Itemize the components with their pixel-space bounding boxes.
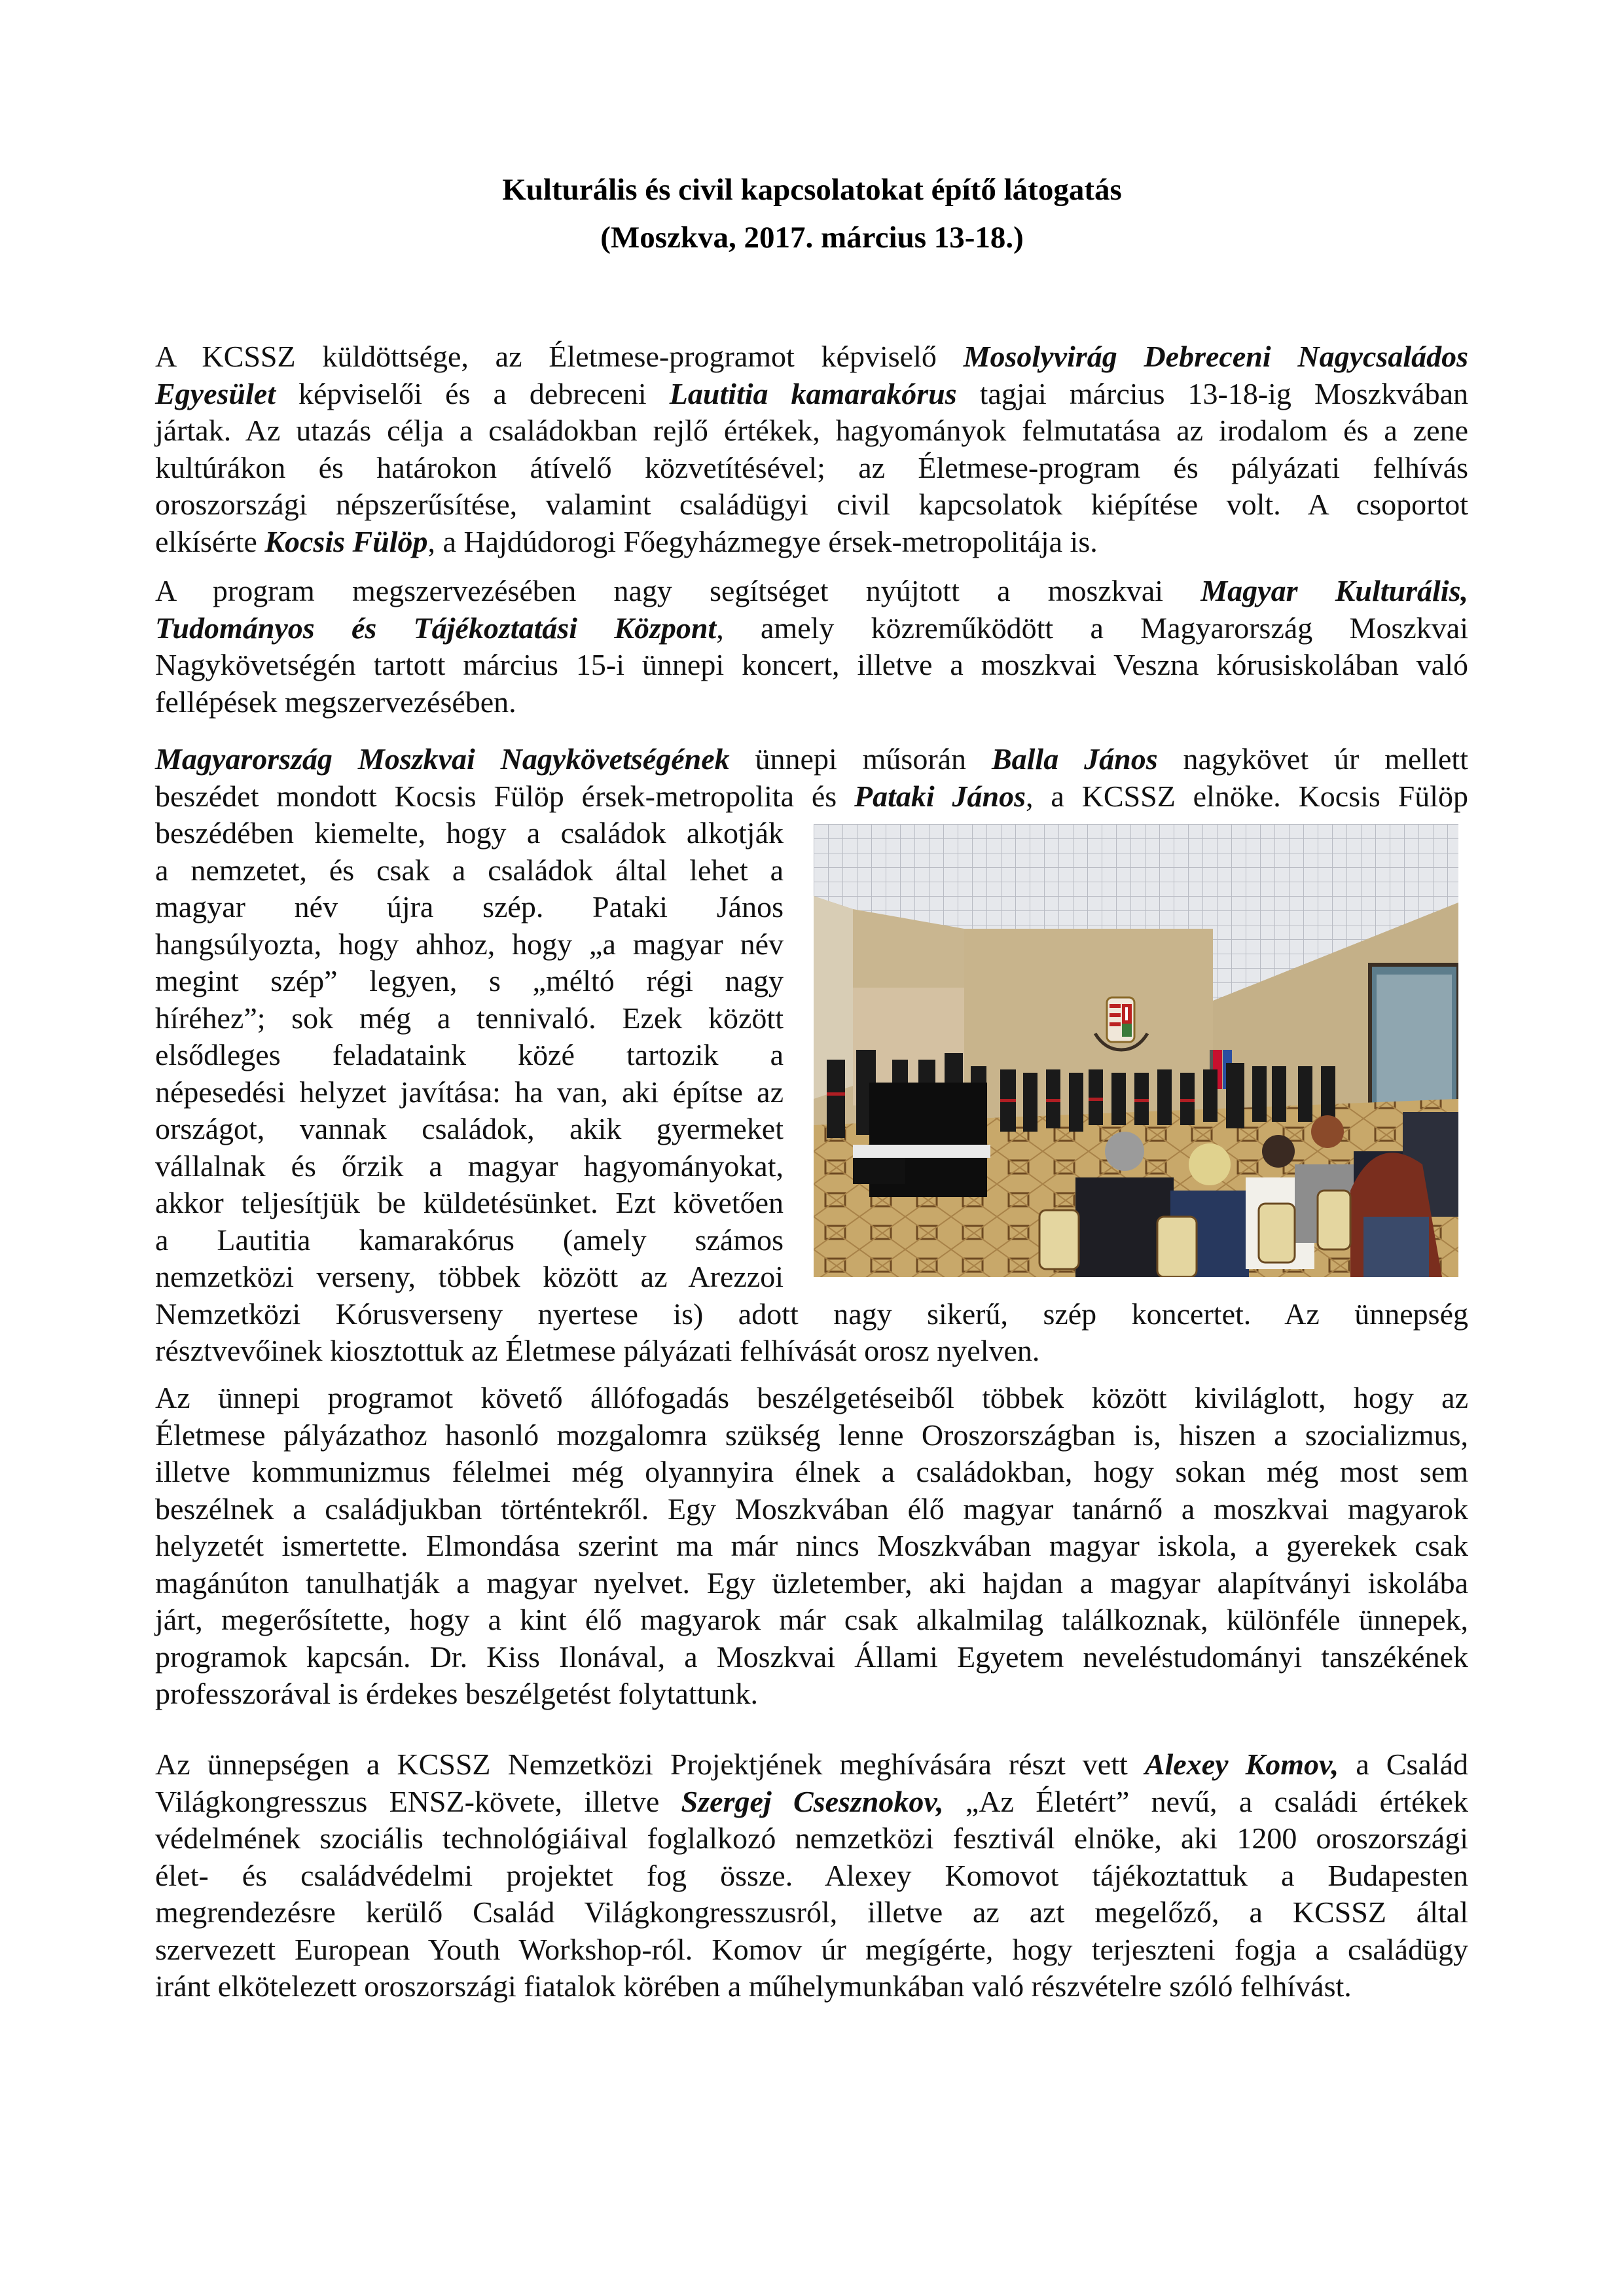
- choir-concert-photo: [814, 824, 1458, 1277]
- paragraph-1-line: [155, 486, 1468, 523]
- photo-image: [814, 824, 1458, 1277]
- paragraph-3-line: [155, 1222, 784, 1259]
- emphasized-name: Balla János: [991, 742, 1158, 776]
- text-run: helyzetét ismertette. Elmondása szerint ma már nincs Moszkvában magyar iskola, a gyerekek csak: [155, 1529, 1468, 1562]
- paragraph-5-line: [155, 1857, 1468, 1894]
- text-run: járt, megerősítette, hogy a kint élő magyarok már csak alkalmilag találkoznak, különféle ünnepek,: [155, 1603, 1468, 1636]
- text-run: akkor teljesítjük be küldetésünket. Ezt követően: [155, 1186, 784, 1219]
- paragraph-3-line: [155, 852, 784, 889]
- text-run: vállalnak és őrzik a magyar hagyományokat,: [155, 1149, 784, 1183]
- text-run: jártak. Az utazás célja a családokban rejlő értékek, hagyományok felmutatása az irodalom és a zene: [155, 414, 1468, 447]
- paragraph-3-line: [155, 815, 784, 852]
- paragraph-5-line: [155, 1968, 1468, 2005]
- text-run: nagykövet úr mellett: [1157, 742, 1468, 776]
- text-run: A KCSSZ küldöttsége, az Életmese-programot képviselő: [155, 340, 964, 373]
- paragraph-2-line: [155, 647, 1468, 683]
- paragraph-2-line: [155, 684, 1468, 721]
- paragraph-1-line: [155, 338, 1468, 375]
- text-run: képviselői és a debreceni: [275, 376, 670, 410]
- text-run: beszédet mondott Kocsis Fülöp érsek-metropolita és: [155, 779, 855, 813]
- paragraph-4-line: [155, 1676, 1468, 1712]
- paragraph-4-line: [155, 1417, 1468, 1454]
- emphasized-name: Kocsis Fülöp: [264, 524, 428, 558]
- text-run: országot, vannak családok, akik gyermeket: [155, 1112, 784, 1145]
- text-run: hangsúlyozta, hogy ahhoz, hogy „a magyar név: [155, 927, 784, 961]
- paragraph-5-line: [155, 1746, 1468, 1783]
- emphasized-name: Magyarország Moszkvai Nagykövetségének: [155, 742, 730, 776]
- text-run: illetve kommunizmus félelmei még olyannyira élnek a családokban, hogy sokan még most sem: [155, 1455, 1468, 1488]
- document-title: Kulturális és civil kapcsolatokat építő látogatás: [502, 173, 1122, 207]
- paragraph-4-line: [155, 1454, 1468, 1490]
- paragraph-3-line: [155, 1000, 784, 1037]
- paragraph-5-line: [155, 1784, 1468, 1820]
- text-run: Az ünnepségen a KCSSZ Nemzetközi Projektjének meghívására részt vett: [155, 1748, 1145, 1781]
- text-run: híréhez”; sok még a tennivaló. Ezek között: [155, 1001, 784, 1035]
- paragraph-3-line: [155, 889, 784, 925]
- paragraph-2-line: [155, 573, 1468, 609]
- text-run: oroszországi népszerűsítése, valamint családügyi civil kapcsolatok kiépítése volt. A csoportot: [155, 488, 1468, 521]
- text-run: ünnepi műsorán: [729, 742, 992, 776]
- paragraph-1-line: [155, 524, 1468, 560]
- text-run: résztvevőinek kiosztottuk az Életmese pályázati felhívását orosz nyelven.: [155, 1334, 1040, 1367]
- emphasized-name: Magyar Kulturális,: [1200, 574, 1468, 607]
- text-run: A program megszervezésében nagy segítséget nyújtott a moszkvai: [155, 574, 1201, 607]
- emphasized-name: Egyesület: [155, 376, 276, 410]
- paragraph-5-line: [155, 1931, 1468, 1968]
- paragraph-3-line: [155, 1333, 1468, 1369]
- paragraph-4-line: [155, 1602, 1468, 1638]
- emphasized-name: Alexey Komov,: [1144, 1748, 1339, 1781]
- emphasized-name: Szergej Csesznokov,: [681, 1784, 944, 1818]
- text-run: magánúton tanulhatják a magyar nyelvet. Egy üzletember, aki hajdan a magyar alapítványi iskolába: [155, 1566, 1468, 1600]
- paragraph-3-line: [155, 963, 784, 999]
- emphasized-name: Mosolyvirág Debreceni Nagycsaládos: [963, 340, 1469, 373]
- text-run: , a Hajdúdorogi Főegyházmegye érsek-metropolitája is.: [427, 524, 1098, 558]
- text-run: tagjai március 13-18-ig Moszkvában: [956, 376, 1469, 410]
- text-run: szervezett European Youth Workshop-ról. Komov úr megígérte, hogy terjeszteni fogja a családügy: [155, 1932, 1468, 1966]
- emphasized-name: Lautitia kamarakórus: [669, 376, 957, 410]
- text-run: professzorával is érdekes beszélgetést folytattunk.: [155, 1677, 758, 1710]
- text-run: fellépések megszervezésében.: [155, 685, 516, 719]
- text-run: élet- és családvédelmi projektet fog össze. Alexey Komovot tájékoztattuk a Budapesten: [155, 1858, 1468, 1892]
- text-run: Nemzetközi Kórusverseny nyertese is) adott nagy sikerű, szép koncertet. Az ünnepség: [155, 1297, 1468, 1331]
- text-run: a nemzetet, és csak a családok által lehet a: [155, 853, 784, 887]
- paragraph-3-line: [155, 1185, 784, 1221]
- paragraph-4-line: [155, 1380, 1468, 1416]
- emphasized-name: Pataki János: [854, 779, 1026, 813]
- text-run: „Az Életért” nevű, a családi értékek: [943, 1784, 1468, 1818]
- text-run: beszédében kiemelte, hogy a családok alkotják: [155, 816, 784, 850]
- text-run: a Család: [1339, 1748, 1468, 1781]
- text-run: , amely közreműködött a Magyarország Moszkvai: [716, 611, 1468, 645]
- piano: [853, 1083, 990, 1197]
- paragraph-3-line: [155, 741, 1468, 778]
- emphasized-name: Tudományos és Tájékoztatási Központ: [155, 611, 717, 645]
- paragraph-3-line: [155, 1037, 784, 1073]
- text-run: megrendezésre kerülő Család Világkongresszusról, illetve az azt megelőző, a KCSSZ által: [155, 1895, 1468, 1929]
- text-run: magyar név újra szép. Pataki János: [155, 890, 784, 924]
- paragraph-1-line: [155, 376, 1468, 412]
- text-run: Világkongresszus ENSZ-követe, illetve: [155, 1784, 681, 1818]
- text-run: védelmének szociális technológiáival foglalkozó nemzetközi fesztivál elnöke, aki 1200 oroszországi: [155, 1821, 1468, 1855]
- paragraph-4-line: [155, 1491, 1468, 1528]
- paragraph-3-line: [155, 1074, 784, 1111]
- paragraph-3-line: [155, 1148, 784, 1185]
- text-run: megint szép” legyen, s „méltó régi nagy: [155, 964, 784, 997]
- paragraph-3-line: [155, 1259, 784, 1295]
- text-run: Nagykövetségén tartott március 15-i ünnepi koncert, illetve a moszkvai Veszna kórusiskolában való: [155, 648, 1468, 681]
- paragraph-1-line: [155, 450, 1468, 486]
- text-run: nemzetközi verseny, többek között az Arezzoi: [155, 1260, 784, 1293]
- paragraph-5-line: [155, 1820, 1468, 1857]
- text-run: népesedési helyzet javítása: ha van, aki építse az: [155, 1075, 784, 1109]
- text-run: a Lautitia kamarakórus (amely számos: [155, 1223, 784, 1257]
- text-run: kultúrákon és határokon átívelő közvetítésével; az Életmese-program és pályázati felhívás: [155, 450, 1468, 484]
- text-run: Életmese pályázathoz hasonló mozgalomra szükség lenne Oroszországban is, hiszen a szocializmus,: [155, 1418, 1468, 1452]
- text-run: programok kapcsán. Dr. Kiss Ilonával, a Moszkvai Állami Egyetem neveléstudományi tanszékének: [155, 1640, 1468, 1674]
- paragraph-5-line: [155, 1894, 1468, 1931]
- paragraph-3-line: [155, 926, 784, 963]
- paragraph-3-line: [155, 778, 1468, 815]
- paragraph-4-line: [155, 1528, 1468, 1564]
- text-run: beszélnek a családjukban történtekről. Egy Moszkvában élő magyar tanárnő a moszkvai magyarok: [155, 1492, 1468, 1526]
- text-run: , a KCSSZ elnöke. Kocsis Fülöp: [1026, 779, 1468, 813]
- text-run: iránt elkötelezett oroszországi fiatalok körében a műhelymunkában való részvételre szóló felhívást.: [155, 1969, 1352, 2003]
- text-run: elsődleges feladataink közé tartozik a: [155, 1038, 784, 1071]
- text-run: Az ünnepi programot követő állófogadás beszélgetéseiből többek között kiviláglott, hogy az: [155, 1381, 1468, 1414]
- paragraph-2-line: [155, 610, 1468, 647]
- paragraph-4-line: [155, 1565, 1468, 1602]
- paragraph-1-line: [155, 412, 1468, 449]
- paragraph-3-line: [155, 1296, 1468, 1333]
- document-subtitle: (Moszkva, 2017. március 13-18.): [600, 221, 1024, 255]
- paragraph-4-line: [155, 1639, 1468, 1676]
- text-run: elkísérte: [155, 524, 265, 558]
- paragraph-3-line: [155, 1111, 784, 1147]
